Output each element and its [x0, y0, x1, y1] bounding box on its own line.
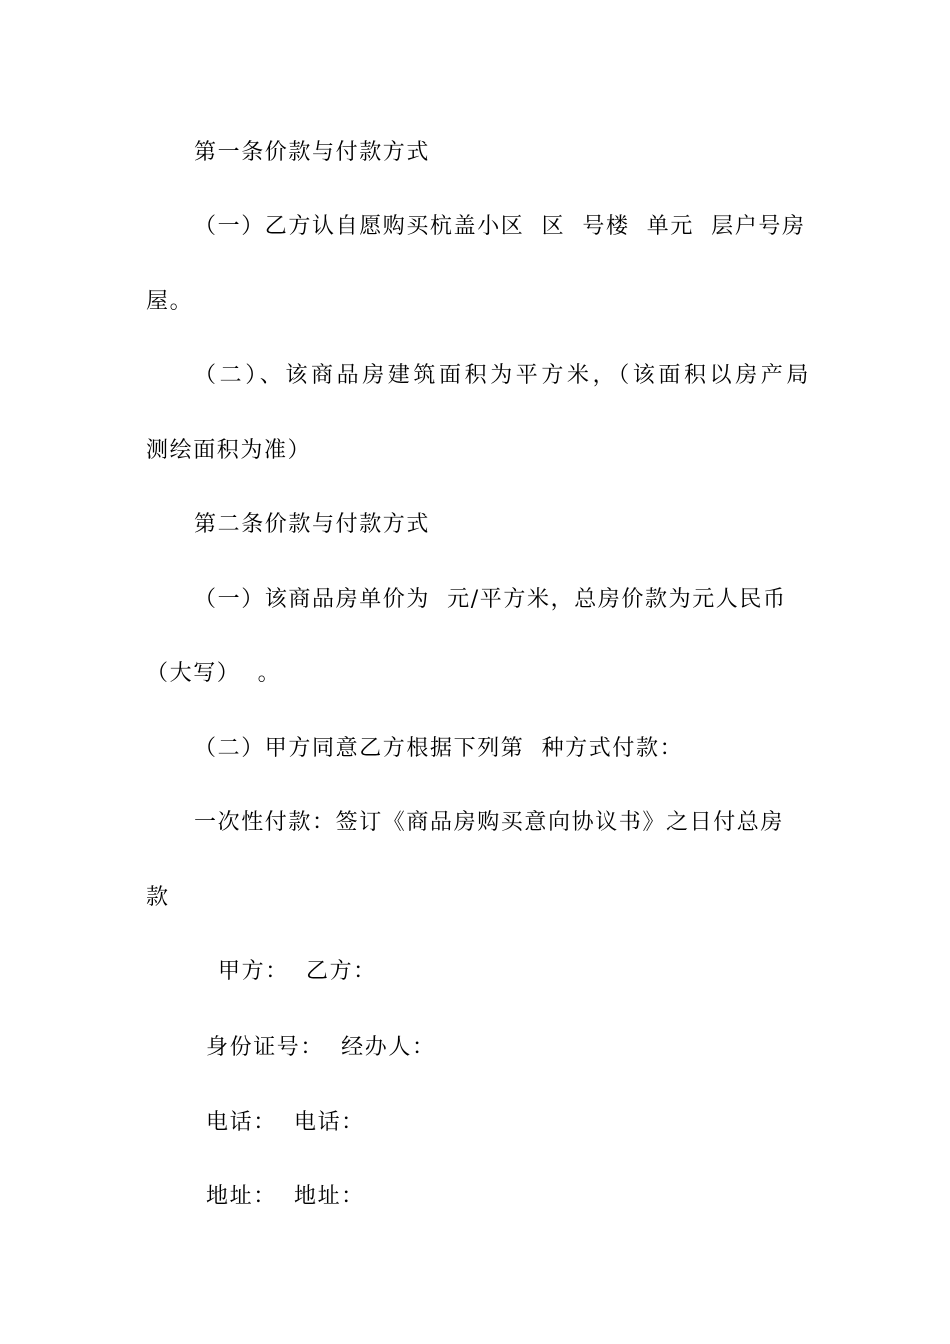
payment-line1: 一次性付款：签订《商品房购买意向协议书》之日付总房 — [194, 810, 785, 835]
article2-item1-line2: （大写） 。 — [146, 661, 282, 686]
article2-item1-line1: （一）该商品房单价为 元/平方米，总房价款为元人民币 — [194, 587, 787, 612]
signature-address: 地址： 地址： — [206, 1184, 365, 1209]
article1-heading: 第一条价款与付款方式 — [194, 140, 431, 165]
signature-party: 甲方： 乙方： — [218, 959, 377, 984]
signature-id-number: 身份证号： 经办人： — [206, 1035, 436, 1060]
article1-item1-line2: 屋。 — [146, 289, 194, 314]
article2-heading: 第二条价款与付款方式 — [194, 512, 431, 537]
article2-item2-line1: （二）甲方同意乙方根据下列第 种方式付款： — [194, 736, 684, 761]
article1-item1-line1: （一）乙方认自愿购买杭盖小区 区 号楼 单元 层户号房 — [194, 214, 806, 239]
signature-phone: 电话： 电话： — [206, 1110, 365, 1135]
payment-line2: 款 — [146, 885, 170, 910]
article1-item2-line1: （二）、该商品房建筑面积为平方米，（该面积以房产局 — [194, 363, 813, 388]
article1-item2-line2: 测绘面积为准） — [146, 438, 312, 463]
